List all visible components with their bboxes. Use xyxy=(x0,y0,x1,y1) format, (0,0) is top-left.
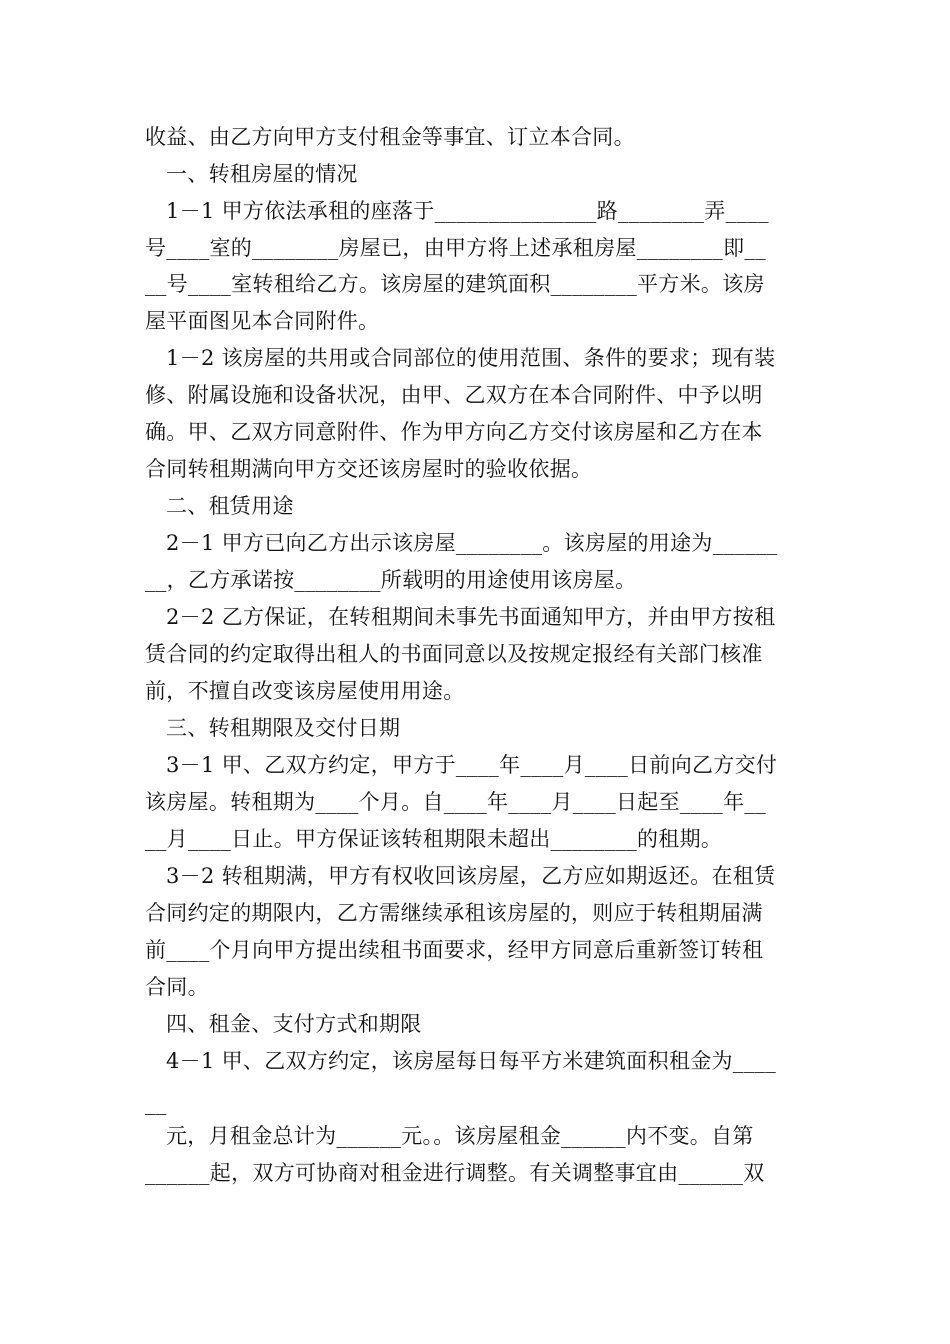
text-line: 赁合同的约定取得出租人的书面同意以及按规定报经有关部门核准 xyxy=(145,642,763,666)
text-line: 合同转租期满向甲方交还该房屋时的验收依据。 xyxy=(145,457,593,481)
text-line: 号____室的________房屋已，由甲方将上述承租房屋________即__ xyxy=(145,236,766,260)
section-heading: 三、转租期限及交付日期 xyxy=(166,716,401,740)
text-line: 收益、由乙方向甲方支付租金等事宜、订立本合同。 xyxy=(145,125,635,149)
text-line: 前____个月向甲方提出续租书面要求，经甲方同意后重新签订转租 xyxy=(145,938,764,962)
clause-text: 2－2 乙方保证，在转租期间未事先书面通知甲方，并由甲方按租 xyxy=(166,605,776,629)
text-line: 前，不擅自改变该房屋使用用途。 xyxy=(145,679,465,703)
text-line: 修、附属设施和设备状况，由甲、乙双方在本合同附件、中予以明 xyxy=(145,383,763,407)
text-line: 合同约定的期限内，乙方需继续承租该房屋的，则应于转租期届满 xyxy=(145,901,763,925)
clause-text: 3－1 甲、乙双方约定，甲方于____年____月____日前向乙方交付 xyxy=(166,753,778,777)
text-line: 确。甲、乙双方同意附件、作为甲方向乙方交付该房屋和乙方在本 xyxy=(145,420,763,444)
text-line: ______起，双方可协商对租金进行调整。有关调整事宜由______双 xyxy=(145,1161,765,1185)
text-line: 合同。 xyxy=(145,975,209,999)
text-line: __，乙方承诺按________所载明的用途使用该房屋。 xyxy=(145,568,637,592)
text-line: __ xyxy=(145,1091,167,1115)
text-line: __月____日止。甲方保证该转租期限未超出________的租期。 xyxy=(145,827,723,851)
section-heading: 一、转租房屋的情况 xyxy=(166,162,358,186)
text-line: 该房屋。转租期为____个月。自____年____月____日起至____年__ xyxy=(145,790,766,814)
clause-text: 元，月租金总计为______元。。该房屋租金______内不变。自第 xyxy=(166,1124,754,1148)
clause-text: 4－1 甲、乙双方约定，该房屋每日每平方米建筑面积租金为____ xyxy=(166,1049,776,1073)
clause-text: 1－2 该房屋的共用或合同部位的使用范围、条件的要求；现有装 xyxy=(166,346,776,370)
section-heading: 二、租赁用途 xyxy=(166,494,294,518)
section-heading: 四、租金、支付方式和期限 xyxy=(166,1012,422,1036)
text-line: 屋平面图见本合同附件。 xyxy=(145,309,380,333)
clause-text: 2－1 甲方已向乙方出示该房屋________。该房屋的用途为______ xyxy=(166,531,778,555)
clause-text: 3－2 转租期满，甲方有权收回该房屋，乙方应如期返还。在租赁 xyxy=(166,864,776,888)
clause-text: 1－1 甲方依法承租的座落于_______________路________弄____ xyxy=(166,199,769,223)
text-line: __号____室转租给乙方。该房屋的建筑面积________平方米。该房 xyxy=(145,272,765,296)
